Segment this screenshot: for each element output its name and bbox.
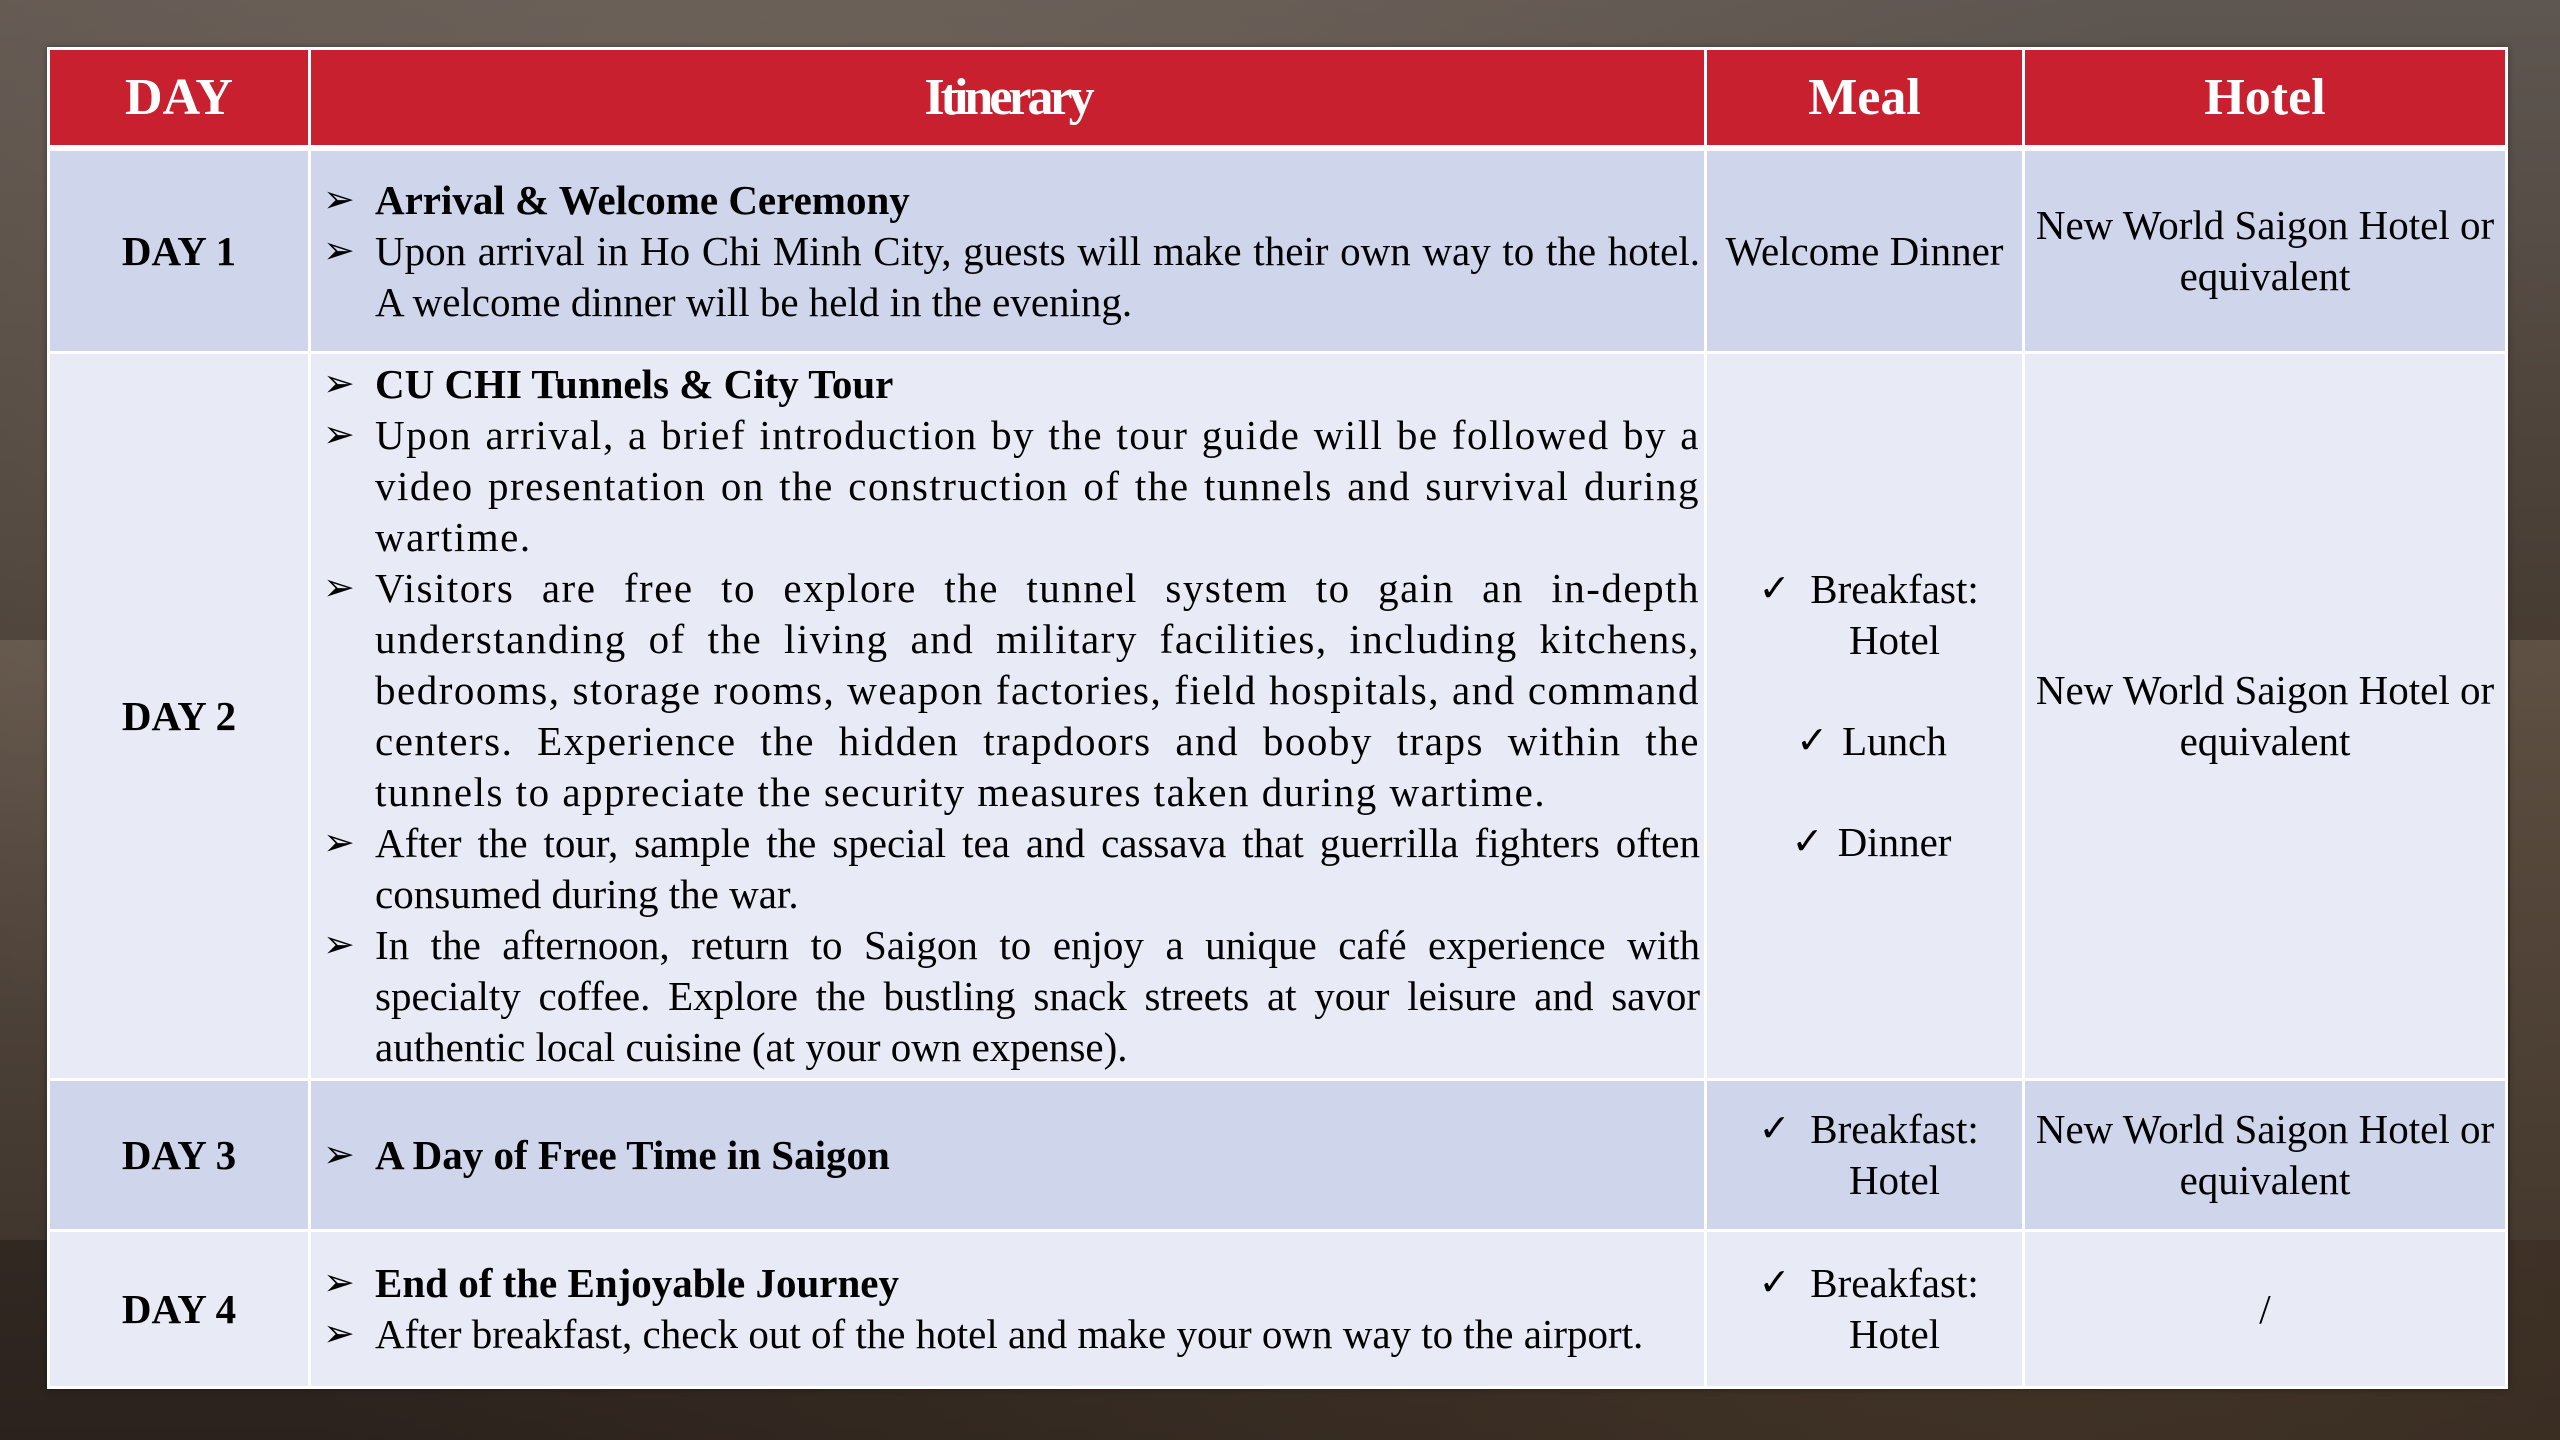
itinerary-item-text: After breakfast, check out of the hotel and make your own way to the airport. — [375, 1311, 1644, 1357]
meal-text: Breakfast: Hotel — [1810, 1106, 1979, 1203]
itinerary-item-text: Visitors are free to explore the tunnel system to gain an in-depth understanding of the living and military facilities, including kitchens, bedrooms, storage rooms, weapon factories, field hospitals, and command centers. Experience the hidden trapdoors and booby traps within the tunnels to appreciate the security measures taken during wartime. — [375, 565, 1700, 815]
itinerary-item — [323, 1130, 1700, 1181]
meal-cell — [1706, 353, 2024, 1080]
meal-item — [1707, 564, 2022, 666]
table-row-day-3 — [49, 1080, 2507, 1231]
itinerary-item-text: Upon arrival in Ho Chi Minh City, guests will make their own way to the hotel. A welcome dinner will be held in the evening. — [375, 227, 1700, 325]
itinerary-item-title: End of the Enjoyable Journey — [375, 1260, 899, 1306]
itinerary-item — [323, 359, 1700, 410]
hotel-cell: / — [2024, 1231, 2507, 1388]
meal-text: Breakfast: Hotel — [1810, 1260, 1979, 1357]
hotel-cell: New World Saigon Hotel or equivalent — [2024, 353, 2507, 1080]
itinerary-item-title: CU CHI Tunnels & City Tour — [375, 361, 894, 407]
day-label: DAY 1 — [49, 148, 310, 353]
itinerary-cell — [310, 148, 1706, 353]
arrow-bullet-icon: ➢ — [323, 178, 355, 221]
itinerary-item — [323, 818, 1700, 920]
arrow-bullet-icon: ➢ — [323, 822, 355, 864]
arrow-bullet-icon: ➢ — [323, 924, 355, 966]
header-day: DAY — [49, 49, 310, 149]
check-icon: ✓ — [1791, 821, 1824, 863]
meal-item — [1707, 716, 2022, 767]
itinerary-item-text: Upon arrival, a brief introduction by the tour guide will be followed by a video presentation on the construction of the tunnels and survival during wartime. — [375, 412, 1700, 560]
itinerary-item — [323, 175, 1700, 226]
hotel-cell: New World Saigon Hotel or equivalent — [2024, 1080, 2507, 1231]
itinerary-cell — [310, 1080, 1706, 1231]
meal-cell — [1706, 148, 2024, 353]
check-icon: ✓ — [1796, 720, 1829, 762]
meal-item — [1707, 1258, 2022, 1360]
itinerary-item — [323, 226, 1700, 328]
table-header-row — [49, 49, 2507, 149]
itinerary-item — [323, 1258, 1700, 1309]
itinerary-item-text: In the afternoon, return to Saigon to enjoy a unique café experience with specialty coffee. Explore the bustling snack streets at your leisure and savor authentic local cuisine (at your own expense). — [375, 922, 1700, 1070]
check-icon: ✓ — [1758, 568, 1791, 610]
itinerary-item-text: After the tour, sample the special tea and cassava that guerrilla fighters often consumed during the war. — [375, 820, 1700, 917]
itinerary-item — [323, 1309, 1700, 1360]
itinerary-item-title: Arrival & Welcome Ceremony — [375, 176, 910, 223]
itinerary-cell — [310, 1231, 1706, 1388]
header-hotel: Hotel — [2024, 49, 2507, 149]
itinerary-item-title: A Day of Free Time in Saigon — [375, 1131, 890, 1178]
meal-text: Lunch — [1842, 718, 1947, 764]
day-label: DAY 3 — [49, 1080, 310, 1231]
table-row-day-2 — [49, 353, 2507, 1080]
meal-text: Dinner — [1837, 819, 1952, 865]
background-cityscape-right — [2510, 640, 2560, 1240]
itinerary-item — [323, 410, 1700, 563]
itinerary-item — [323, 563, 1700, 818]
meal-item — [1707, 1104, 2022, 1206]
meal-item — [1707, 817, 2022, 868]
check-icon: ✓ — [1758, 1262, 1791, 1304]
arrow-bullet-icon: ➢ — [323, 229, 355, 272]
meal-cell — [1706, 1231, 2024, 1388]
arrow-bullet-icon: ➢ — [323, 1133, 355, 1176]
arrow-bullet-icon: ➢ — [323, 567, 355, 609]
meal-text: Breakfast: Hotel — [1810, 566, 1979, 663]
hotel-cell: New World Saigon Hotel or equivalent — [2024, 148, 2507, 353]
header-itinerary: Itinerary — [310, 49, 1706, 149]
day-label: DAY 2 — [49, 353, 310, 1080]
day-label: DAY 4 — [49, 1231, 310, 1388]
arrow-bullet-icon: ➢ — [323, 414, 355, 456]
check-icon: ✓ — [1758, 1108, 1791, 1150]
itinerary-table — [47, 47, 2508, 1389]
arrow-bullet-icon: ➢ — [323, 363, 355, 405]
itinerary-cell — [310, 353, 1706, 1080]
meal-cell — [1706, 1080, 2024, 1231]
header-meal: Meal — [1706, 49, 2024, 149]
table-row-day-1 — [49, 148, 2507, 353]
meal-text: Welcome Dinner — [1725, 227, 2004, 274]
table-row-day-4 — [49, 1231, 2507, 1388]
itinerary-item — [323, 920, 1700, 1073]
arrow-bullet-icon: ➢ — [323, 1262, 355, 1304]
arrow-bullet-icon: ➢ — [323, 1313, 355, 1355]
